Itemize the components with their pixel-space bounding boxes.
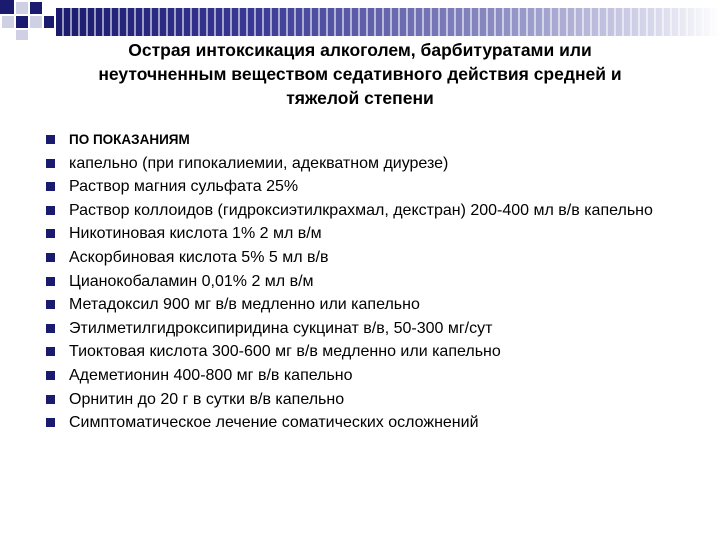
list-item [44,201,684,220]
list-item-text: Орнитин до 20 г в сутки в/в капельно [69,390,345,408]
square-bullet-icon [46,347,55,356]
square-bullet-icon [46,182,55,191]
list-item [44,295,684,314]
list-item-text: Метадоксил 900 мг в/в медленно или капельно [69,296,420,314]
header-gradient-bar [56,8,720,36]
deco-square [2,16,14,28]
square-bullet-icon [46,253,55,262]
square-bullet-icon [46,135,55,144]
list-item-text: Адеметионин 400-800 мг в/в капельно [69,366,353,384]
deco-square [30,16,42,28]
square-bullet-icon [46,159,55,168]
square-bullet-icon [46,395,55,404]
deco-square [16,2,28,14]
list-item [44,154,684,173]
square-bullet-icon [46,371,55,380]
square-bullet-icon [46,277,55,286]
deco-square [16,16,28,28]
list-item-text: капельно (при гипокалиемии, адекватном диурезе) [69,154,449,172]
deco-square [16,30,28,40]
list-item [44,319,684,338]
list-item [44,224,684,243]
deco-square [0,0,14,14]
slide-title [40,38,680,110]
square-bullet-icon [46,229,55,238]
title-line: тяжелой степени [286,88,434,108]
deco-square [30,2,42,14]
square-bullet-icon [46,324,55,333]
list-item-text: Симптоматическое лечение соматических осложнений [69,414,479,432]
list-item [44,413,684,432]
list-item-text: Раствор магния сульфата 25% [69,178,299,196]
treatment-list [44,130,684,437]
list-item-text: Раствор коллоидов (гидроксиэтилкрахмал, декстран) 200-400 мл в/в капельно [69,201,653,219]
list-item [44,342,684,361]
list-item [44,366,684,385]
list-item-text: Цианокобаламин 0,01% 2 мл в/м [69,272,314,290]
square-bullet-icon [46,206,55,215]
deco-square [44,16,54,28]
list-item [44,130,684,149]
list-item [44,248,684,267]
list-item-text: Этилметилгидроксипиридина сукцинат в/в, 50-300 мг/сут [69,319,493,337]
list-item [44,177,684,196]
list-item-text: Никотиновая кислота 1% 2 мл в/м [69,225,322,243]
title-line: неуточненным веществом седативного действия средней и [98,64,622,84]
list-item [44,390,684,409]
list-item-text: Аскорбиновая кислота 5% 5 мл в/в [69,248,329,266]
title-line: Острая интоксикация алкоголем, барбитуратами или [128,40,592,60]
header-decoration [0,0,720,40]
square-bullet-icon [46,418,55,427]
square-bullet-icon [46,300,55,309]
list-item-text: ПО ПОКАЗАНИЯМ [69,132,190,147]
list-item-text: Тиоктовая кислота 300-600 мг в/в медленно или капельно [69,343,501,361]
list-item [44,272,684,291]
